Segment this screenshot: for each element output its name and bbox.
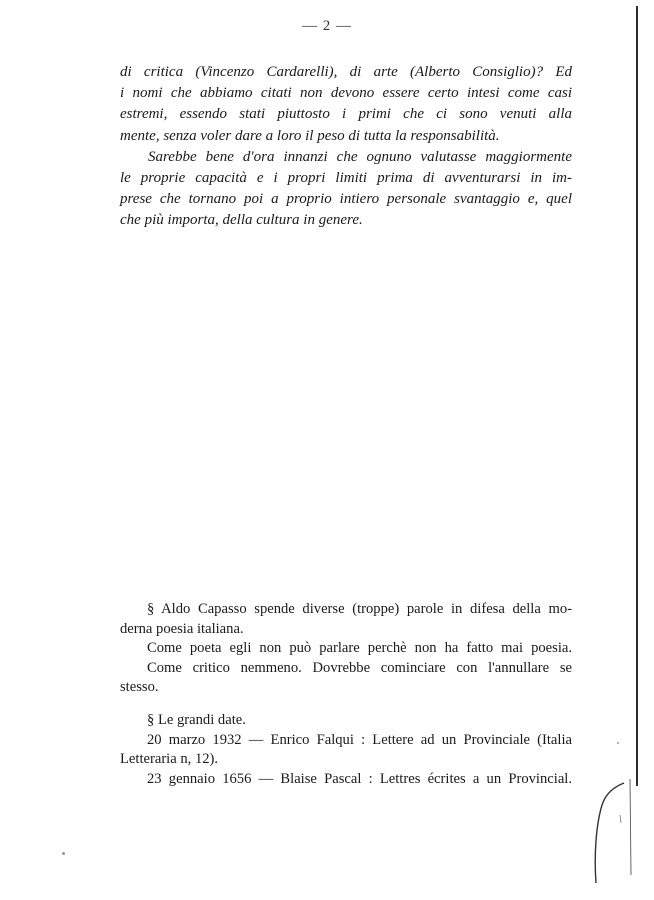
text-line: i nomi che abbiamo citati non devono essere certo intesi come casi <box>120 85 572 102</box>
text-line: § Aldo Capasso spende diverse (troppe) parole in difesa della mo- <box>147 601 572 617</box>
text-line: Come critico nemmeno. Dovrebbe cominciare con l'annullare se <box>147 659 572 676</box>
text-line: derna poesia italiana. <box>120 620 244 637</box>
text-line: che più importa, della cultura in genere. <box>120 212 363 229</box>
italic-paragraph <box>120 62 572 232</box>
text-line: prese che tornano poi a proprio intiero personale svantaggio e, quel <box>120 191 572 208</box>
note-capasso <box>120 600 572 698</box>
text-line: Sarebbe bene d'ora innanzi che ognuno valutasse maggiormente <box>148 148 572 165</box>
text-line: di critica (Vincenzo Cardarelli), di arte (Alberto Consiglio)? Ed <box>120 64 572 80</box>
text-line: Letteraria n, 12). <box>120 751 219 768</box>
notes-section <box>120 600 572 789</box>
paragraph-gap <box>120 698 572 711</box>
text-line: mente, senza voler dare a loro il peso di tutta la responsabilità. <box>120 127 500 144</box>
text-line: estremi, essendo stati piuttosto i primi che ci sono venuti alla <box>120 106 572 123</box>
text-line: le proprie capacità e i propri limiti prima di avventurarsi in im- <box>120 170 572 187</box>
text-line: § Le grandi date. <box>147 711 246 728</box>
scan-speck <box>617 742 619 744</box>
text-line: stesso. <box>120 679 159 696</box>
text-line: 23 gennaio 1656 — Blaise Pascal : Lettres écrites a un Provincial. <box>147 770 572 787</box>
page-number: — 2 — <box>302 18 352 34</box>
scan-speck <box>62 852 65 855</box>
text-line: 20 marzo 1932 — Enrico Falqui : Lettere ad un Provinciale (Italia <box>147 731 572 748</box>
note-grandi-date <box>120 711 572 789</box>
text-line: Come poeta egli non può parlare perchè non ha fatto mai poesia. <box>147 640 572 657</box>
page-edge-scan-mark <box>590 775 640 885</box>
page-edge-line <box>636 6 638 786</box>
